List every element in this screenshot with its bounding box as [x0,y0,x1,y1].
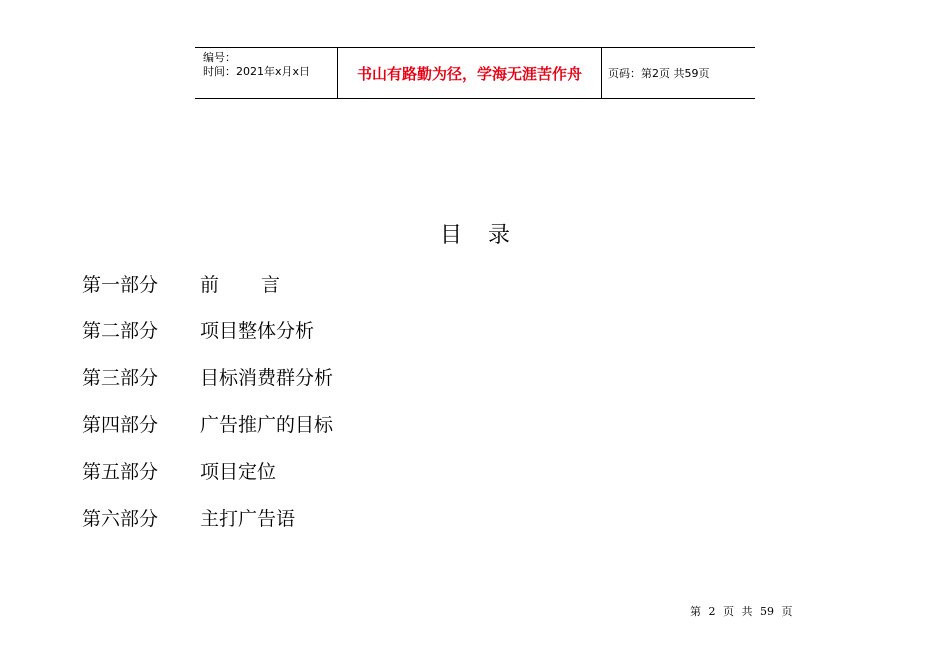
page-info: 页码：第2页 共59页 [608,67,710,80]
toc-item [82,363,333,391]
toc-section-name: 目标消费群分析 [200,367,334,389]
toc-item [82,316,314,344]
page-header [195,47,755,99]
toc-item [82,457,276,485]
toc-part-label: 第五部分 [82,461,159,483]
toc-part-label: 第四部分 [82,414,159,436]
toc-section-name: 前言 [200,274,323,296]
toc-part-label: 第三部分 [82,367,159,389]
toc-section-name: 项目整体分析 [200,320,315,342]
toc-part-label: 第一部分 [82,274,159,296]
toc-section-name: 主打广告语 [200,508,296,530]
toc-section-name: 广告推广的目标 [200,414,334,436]
time-label: 时间：2021年x月x日 [203,65,311,78]
header-meta-cell [195,48,338,98]
toc-section-name: 项目定位 [200,461,277,483]
header-motto-cell [338,48,602,98]
toc-item [82,270,322,298]
toc-title: 目录 [439,223,536,248]
header-page-cell [602,48,755,98]
number-label: 编号： [203,51,236,64]
page-footer: 第 2 页 共 59 页 [690,605,793,618]
toc-item [82,410,333,438]
motto-text: 书山有路勤为径，学海无涯苦作舟 [356,64,582,83]
toc-item [82,504,295,532]
toc-part-label: 第六部分 [82,508,159,530]
toc-part-label: 第二部分 [82,320,159,342]
